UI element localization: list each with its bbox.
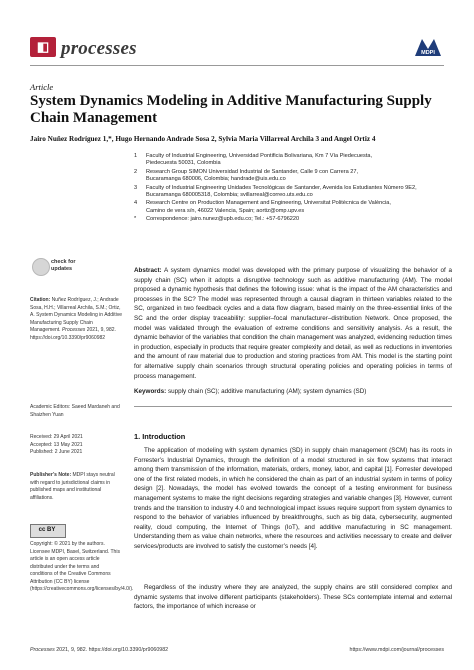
affiliation-line: Bucaramanga 680006, Colombia; handrade@uis.edu.co: [146, 176, 286, 183]
abstract-divider: [134, 406, 452, 407]
affiliation-line: Piedecuesta 50031, Colombia: [146, 160, 221, 167]
check-updates-icon[interactable]: [32, 258, 50, 276]
check-updates-label[interactable]: [51, 259, 75, 273]
intro-paragraph-1: The application of modeling with system dynamics (SD) in supply chain management (SCM) has its roots in Forrester’s Industrial Dynamics, through the definition of a model structured in six flow systems that interact among them transmission of the information, materials, orders, money, labor, and capital [1]. Forrester developed one of the first related models, in which he considered the chain as part of an industrial system in terms of policy design [2]. Nowadays, the model has evolved towards the concept of a testing environment for business management systems to make the right decisions regarding strategies and variable changes [3]. However, current trends and the transition to industry 4.0 and technological impact issues require support from system dynamics to respond to the behavior of variables influenced by breakthroughs, such as big data, cybersecurity, augmented reality, cloud computing, the Internet of Things (IoT), and additive manufacturing in SC management. Understanding them as value chain networks, where the resources and activities necessary to create and deliver services/products are involved to satisfy the customer’s needs [4].: [134, 447, 452, 550]
affiliation-line: Research Centre on Production Management and Engineering, Universitat Politècnica de València,: [146, 200, 391, 207]
citation-text: Nuñez Rodríguez, J.; Andrade Sosa, H.H.; Villarreal Archila, S.M.; Ortiz, A. System Dynamics Modeling in Additive Manufacturing Supply Chain Management.: [30, 297, 122, 333]
citation-journal: Processes: [61, 327, 86, 333]
affiliations: [134, 153, 454, 263]
affiliation-line: Correspondence: jairo.nunez@upb.edu.co; Tel.: +57-6796220: [146, 216, 300, 223]
affiliation-line: Faculty of Industrial Engineering Unidades Tecnológicas de Santander, Avenida los Estudiantes Número 9E2,: [146, 184, 417, 191]
section-heading-introduction: 1. Introduction: [134, 432, 186, 441]
check-updates-line2: updates: [51, 265, 73, 272]
affiliation-number: *: [134, 216, 137, 223]
journal-name: processes: [61, 38, 137, 59]
footer-journal-url[interactable]: https://www.mdpi.com/journal/processes: [349, 647, 444, 653]
affiliation-line: Camino de vera s/n, 46022 Valencia, Spain; aortiz@omp.upv.es: [146, 207, 305, 214]
citation-doi[interactable]: 2021, 9, 982. https://doi.org/10.3390/pr9060982: [30, 327, 116, 341]
received-date: Received: 29 April 2021: [30, 434, 83, 440]
publisher-note-label: Publisher’s Note:: [30, 472, 72, 478]
academic-editors: Academic Editors: Saeed Mardaneh and Shaizhen Yuan: [30, 404, 120, 418]
published-date: Published: 2 June 2021: [30, 449, 83, 455]
citation-label: Citation:: [30, 297, 51, 303]
abstract-text: A system dynamics model was developed with the primary purpose of visualizing the behavior of a supply chain (SC) when it adopts a disruptive technology such as additive manufacturing (AM). The model proposed a dynamic hypothesis that defines the following issue: what is the impact of the AM characteristics and processes in the SC? The model was represented through a causal diagram in thirteen variables related to the SC, organized in two feedback cycles and a data flow diagram, based mainly on the three-essential links of the SC and the order display traceability: supplier–focal manufacturer–distribution Network. Once proposed, the model was validated through the evaluation of extreme conditions and sensitivity analysis. As a result, the dynamic behavior of the variables that condition the chain management was analyzed, evidencing reduction times in production, especially in products that require greater complexity and detail, as well as reductions in inventories and the amount of raw material due to production and storing practices from AM. This model is the starting point for alternative supply chain scenarios through structural operating policies and operating policies in terms of process management.: [134, 267, 453, 380]
article-title: System Dynamics Modeling in Additive Manufacturing Supply Chain Management: [30, 93, 432, 126]
affiliation-number: 3: [134, 184, 138, 191]
affiliation-number: 2: [134, 168, 138, 175]
article-type: Article: [30, 82, 54, 92]
mdpi-logo-icon: [414, 37, 442, 57]
keywords-text: supply chain (SC); additive manufacturing (AM); system dynamics (SD): [167, 388, 367, 395]
cc-license-icon: cc BY: [38, 527, 56, 533]
journal-logo-icon: ◧: [36, 39, 50, 54]
copyright-notice: Copyright: © 2021 by the authors. Licensee MDPI, Basel, Switzerland. This article is an open access article distributed under the terms and conditions of the Creative Commons Attribution (CC BY) license (https://creativecommons.org/licenses/by/4.0/).: [30, 541, 134, 592]
abstract: [134, 266, 452, 381]
footer-doi[interactable]: 2021, 9, 982. https://doi.org/10.3390/pr9060982: [56, 647, 169, 653]
abstract-label: Abstract:: [134, 267, 162, 274]
citation-block: [30, 297, 122, 342]
affiliation-line: Bucaramanga 680005318, Colombia; svillarreal@correo.uts.edu.co: [146, 191, 313, 198]
affiliation-number: 4: [134, 200, 138, 207]
check-updates-line1: check for: [51, 259, 76, 265]
footer-journal: Processes: [30, 647, 55, 653]
affiliation-number: 1: [134, 153, 138, 159]
keywords-label: Keywords:: [134, 388, 167, 395]
keywords: [134, 387, 452, 397]
affiliation-line: Faculty of Industrial Engineering, Universidad Pontificia Bolivariana, Km 7 Vía Piedecuesta,: [146, 153, 373, 159]
author-list: Jairo Nuñez Rodríguez 1,*, Hugo Hernando Andrade Sosa 2, Sylvia Maria Villarreal Archila 3 and Angel Ortiz 4: [30, 135, 376, 143]
footer-citation: [30, 647, 168, 653]
publisher-logo-text: MDPI: [421, 50, 435, 56]
article-dates: [30, 434, 122, 457]
header-divider: [30, 65, 444, 66]
publisher-note: [30, 472, 122, 502]
publisher-note-text: MDPI stays neutral with regard to jurisdictional claims in published maps and institutional affiliations.: [30, 472, 115, 501]
affiliation-line: Research Group SIMON Universidad Industrial de Santander, Calle 9 con Carrera 27,: [146, 168, 359, 175]
accepted-date: Accepted: 13 May 2021: [30, 441, 83, 448]
intro-paragraph-2: Regardless of the industry where they are analyzed, the supply chains are still considered complex and dynamic systems that involve different participants (stakeholders). These SCs contemplate internal and external factors, the importance of which increase or: [134, 584, 452, 611]
